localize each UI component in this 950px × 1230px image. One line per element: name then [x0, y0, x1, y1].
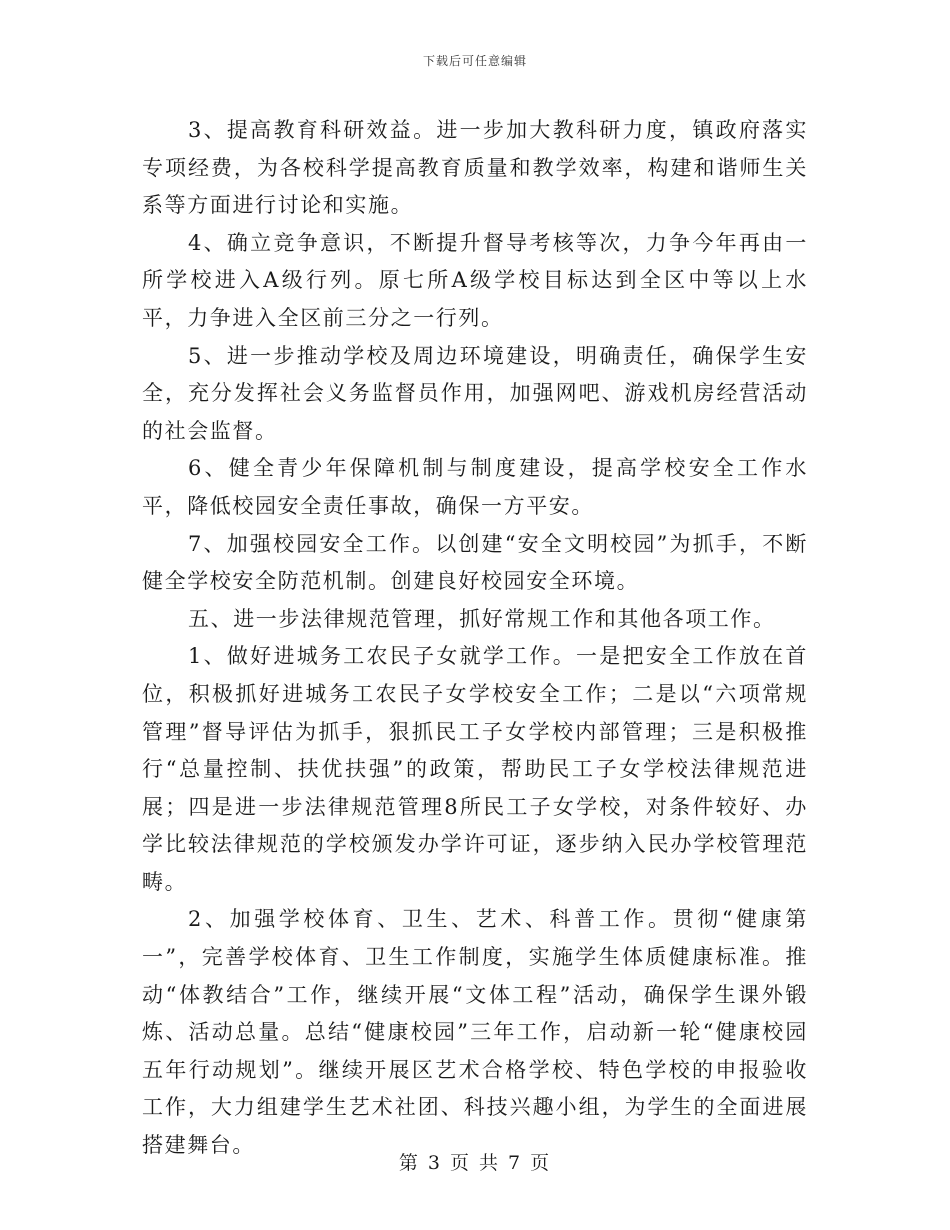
document-body: [142, 112, 808, 1165]
page-number-footer: 第 3 页 共 7 页: [398, 1152, 552, 1174]
paragraph-sports-health-arts: 2、加强学校体育、卫生、艺术、科普工作。贯彻“健康第一”，完善学校体育、卫生工作制度，实施学生体质健康标准。推动“体教结合”工作，继续开展“文体工程”活动，确保学生课外锻炼、活动总量。总结“健康校园”三年工作，启动新一轮“健康校园五年行动规划”。继续开展区艺术合格学校、特色学校的申报验收工作，大力组建学生艺术社团、科技兴趣小组，为学生的全面进展搭建舞台。: [142, 907, 808, 1158]
page-header: 下载后可任意编辑: [422, 54, 527, 68]
paragraph-item-7: 7、加强校园安全工作。以创建“安全文明校园”为抓手，不断健全学校安全防范机制。创建良好校园安全环境。: [142, 531, 808, 594]
paragraph-migrant-children: 1、做好进城务工农民子女就学工作。一是把安全工作放在首位，积极抓好进城务工农民子女学校安全工作；二是以“六项常规管理”督导评估为抓手，狠抓民工子女学校内部管理；三是积极推行“总量控制、扶优扶强”的政策，帮助民工子女学校法律规范进展；四是进一步法律规范管理8所民工子女学校，对条件较好、办学比较法律规范的学校颁发办学许可证，逐步纳入民办学校管理范畴。: [142, 644, 808, 894]
paragraph-item-3: 3、提高教育科研效益。进一步加大教科研力度，镇政府落实专项经费，为各校科学提高教育质量和教学效率，构建和谐师生关系等方面进行讨论和实施。: [142, 118, 808, 218]
paragraph-item-4: 4、确立竞争意识，不断提升督导考核等次，力争今年再由一所学校进入A级行列。原七所A级学校目标达到全区中等以上水平，力争进入全区前三分之一行列。: [142, 230, 808, 330]
section-heading-5: 五、进一步法律规范管理，抓好常规工作和其他各项工作。: [188, 606, 776, 631]
paragraph-item-5: 5、进一步推动学校及周边环境建设，明确责任，确保学生安全，充分发挥社会义务监督员作用，加强网吧、游戏机房经营活动的社会监督。: [142, 343, 808, 443]
paragraph-item-6: 6、健全青少年保障机制与制度建设，提高学校安全工作水平，降低校园安全责任事故，确保一方平安。: [142, 456, 808, 518]
